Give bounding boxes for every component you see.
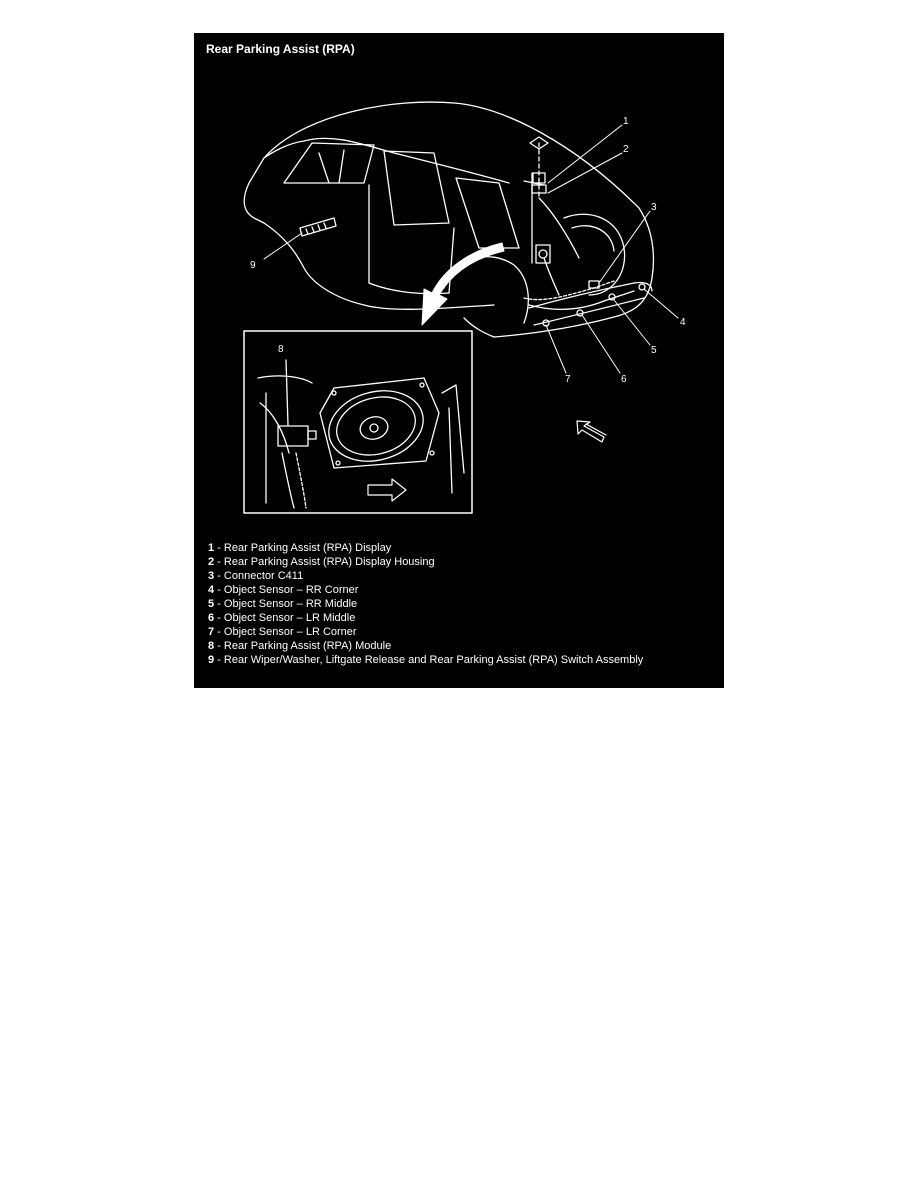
legend-text: - Object Sensor – RR Middle [214,598,358,610]
legend-text: - Object Sensor – LR Corner [214,626,357,638]
callout-6: 6 [621,374,627,385]
callout-8: 8 [278,344,284,355]
vehicle-body [244,102,653,337]
legend-number: 9 [208,654,215,666]
callout-5: 5 [651,345,657,356]
legend-number: 3 [208,570,215,582]
callout-2: 2 [623,144,629,155]
diagram-title: Rear Parking Assist (RPA) [206,42,355,56]
leader-lines [264,125,678,373]
callout-3: 3 [651,202,657,213]
callout-7: 7 [565,374,571,385]
legend-number: 8 [208,640,215,652]
legend-list [208,541,643,667]
direction-arrow [577,421,606,442]
legend-item [208,597,643,611]
legend-number: 1 [208,542,215,554]
legend-item [208,569,643,583]
legend-text: - Rear Parking Assist (RPA) Module [214,640,392,652]
legend-item [208,541,643,555]
inset-detail [244,331,472,513]
legend-number: 2 [208,556,215,568]
legend-item [208,639,643,653]
vehicle-illustration [194,33,724,533]
legend-item [208,625,643,639]
callout-9: 9 [250,260,256,271]
callout-1: 1 [623,116,629,127]
legend-text: - Connector C411 [214,570,304,582]
legend-text: - Rear Parking Assist (RPA) Display Housing [214,556,435,568]
legend-text: - Rear Parking Assist (RPA) Display [214,542,392,554]
legend-text: - Object Sensor – RR Corner [214,584,359,596]
legend-number: 4 [208,584,215,596]
diagram-panel [194,33,724,688]
pointer-arrow [422,243,504,325]
callout-4: 4 [680,317,686,328]
legend-number: 7 [208,626,215,638]
legend-text: - Object Sensor – LR Middle [214,612,356,624]
legend-number: 6 [208,612,215,624]
legend-item [208,611,643,625]
legend-text: - Rear Wiper/Washer, Liftgate Release and Rear Parking Assist (RPA) Switch Assembly [214,654,644,666]
legend-item [208,653,643,667]
legend-item [208,583,643,597]
legend-number: 5 [208,598,215,610]
legend-item [208,555,643,569]
